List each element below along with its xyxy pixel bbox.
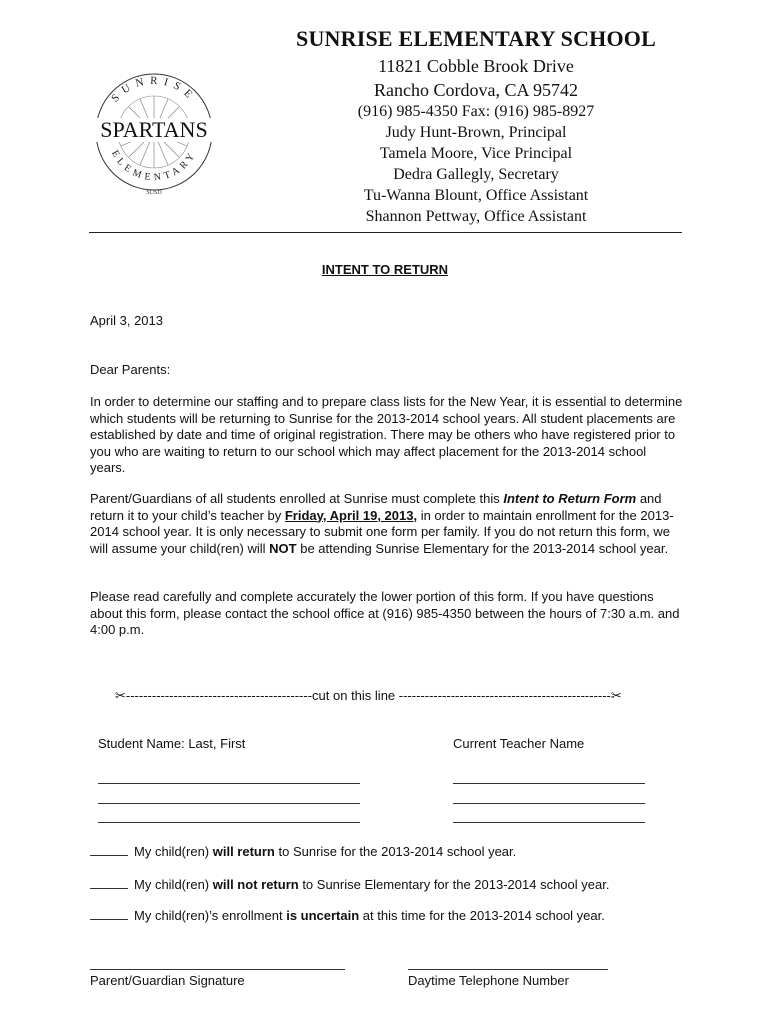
- option1-emphasis: will return: [212, 844, 275, 859]
- option-uncertain: [90, 907, 605, 925]
- cut-line: ✂-------------------------------------------cut on this line -------------------------------------------------✂: [115, 688, 622, 703]
- school-name: SUNRISE ELEMENTARY SCHOOL: [296, 26, 656, 51]
- spartans-seal-icon: [84, 62, 224, 202]
- paragraph-2: [90, 491, 685, 557]
- teacher-name-field-2[interactable]: [453, 803, 645, 804]
- staff-office-assistant-2: Shannon Pettway, Office Assistant: [365, 208, 587, 225]
- option-uncertain-checkline[interactable]: [90, 907, 128, 920]
- option3-text-c: at this time for the 2013-2014 school year.: [359, 908, 605, 923]
- student-name-label: Student Name: Last, First: [98, 736, 246, 751]
- option2-text-c: to Sunrise Elementary for the 2013-2014 school year.: [298, 877, 610, 892]
- not-emphasis: NOT: [269, 540, 297, 556]
- student-name-field-1[interactable]: [98, 783, 360, 784]
- deadline-date: Friday, April 19, 2013,: [284, 507, 418, 523]
- staff-vice-principal: Tamela Moore, Vice Principal: [379, 145, 573, 162]
- svg-text:SUNRISE: SUNRISE: [109, 74, 199, 105]
- p2-text-a: Parent/Guardians of all students enrolled at Sunrise must complete this: [90, 491, 504, 506]
- header-divider: [89, 232, 682, 233]
- phone-fax: (916) 985-4350 Fax: (916) 985-8927: [357, 103, 595, 120]
- option-will-return: [90, 843, 516, 861]
- p2-text-c: and return it to your child’s teacher by: [90, 491, 662, 523]
- staff-secretary: Dedra Gallegly, Secretary: [393, 166, 559, 183]
- option1-text-a: My child(ren): [134, 844, 213, 859]
- letter-date: April 3, 2013: [90, 313, 163, 328]
- school-logo: [84, 62, 224, 202]
- teacher-name-field-3[interactable]: [453, 822, 645, 823]
- address-line-1: 11821 Cobble Brook Drive: [378, 56, 574, 76]
- student-name-field-3[interactable]: [98, 822, 360, 823]
- intent-to-return-form-name: Intent to Return Form: [503, 491, 637, 506]
- signature-field[interactable]: [90, 969, 345, 970]
- teacher-name-field-1[interactable]: [453, 783, 645, 784]
- option3-text-a: My child(ren)’s enrollment: [134, 908, 287, 923]
- paragraph-3: [90, 589, 685, 639]
- staff-office-assistant-1: Tu-Wanna Blount, Office Assistant: [363, 187, 589, 204]
- svg-text:SPARTANS: SPARTANS: [100, 117, 208, 142]
- address-line-2: Rancho Cordova, CA 95742: [374, 80, 578, 100]
- signature-label: Parent/Guardian Signature: [90, 973, 245, 988]
- paragraph-1: [90, 394, 685, 477]
- option2-text-a: My child(ren): [134, 877, 213, 892]
- staff-principal: Judy Hunt-Brown, Principal: [385, 124, 567, 141]
- svg-text:ELEMENTARY: ELEMENTARY: [108, 148, 200, 184]
- document-title: INTENT TO RETURN: [321, 262, 449, 277]
- paragraph-1-text: In order to determine our staffing and to prepare class lists for the New Year, it is essential to determine which students will be returning to Sunrise for the 2013-2014 school years. All student placements are established by date and time of original registration. There may be others who have registered prior to you who are waiting to return to our school which may affect placement for the 2013-2014 school years.: [90, 394, 683, 475]
- student-name-field-2[interactable]: [98, 803, 360, 804]
- p2-text-e: in order to maintain enrollment for the 2013-2014 school year. It is only necessary to submit one form per family. If you do not return this form, we will assume your child(ren) will: [90, 507, 674, 556]
- option-will-not-return: [90, 876, 609, 894]
- option2-emphasis: will not return: [212, 877, 299, 892]
- option1-text-c: to Sunrise for the 2013-2014 school year.: [274, 844, 517, 859]
- letterhead: [0, 0, 770, 240]
- svg-text:SUSD: SUSD: [146, 190, 162, 196]
- option3-emphasis: is uncertain: [286, 908, 360, 923]
- salutation: Dear Parents:: [90, 362, 171, 377]
- paragraph-3-text: Please read carefully and complete accurately the lower portion of this form. If you have questions about this form, please contact the school office at (916) 985-4350 between the hours of 7:30 a.m. and 4:00 p.m.: [90, 589, 680, 637]
- option-will-not-return-checkline[interactable]: [90, 876, 128, 889]
- option-will-return-checkline[interactable]: [90, 843, 128, 856]
- phone-label: Daytime Telephone Number: [408, 973, 569, 988]
- teacher-name-label: Current Teacher Name: [453, 736, 585, 751]
- phone-field[interactable]: [408, 969, 608, 970]
- p2-text-g: be attending Sunrise Elementary for the 2013-2014 school year.: [296, 540, 669, 556]
